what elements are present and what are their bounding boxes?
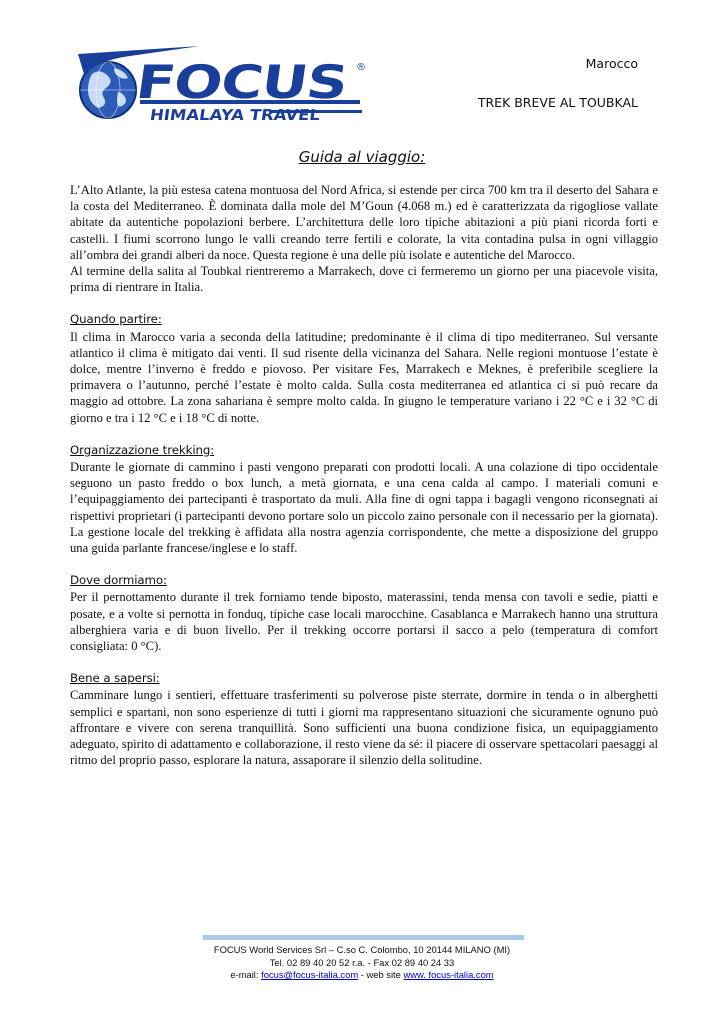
- header-trek-name: TREK BREVE AL TOUBKAL: [477, 95, 638, 110]
- footer-email-label: e-mail:: [230, 969, 262, 981]
- footer-website-label: - web site: [358, 969, 404, 981]
- footer: [0, 944, 724, 982]
- logo-registered-mark: ®: [356, 62, 366, 73]
- section-heading: Quando partire:: [70, 312, 162, 327]
- section-when-to-go: [70, 311, 658, 425]
- section-accommodation: [70, 572, 658, 654]
- section-heading: Organizzazione trekking:: [70, 442, 215, 457]
- footer-contacts: [0, 969, 724, 982]
- section-heading: Dove dormiamo:: [70, 573, 167, 588]
- section-text: Durante le giornate di cammino i pasti vengono preparati con prodotti locali. A una colazione di tipo occidentale seguono un pasto freddo o box lunch, a metà giornata, e una cena calda al campo. I materiali comuni e l’equipaggiamento dei partecipanti è trasportato da muli. Alla fine di ogni tappa i bagagli vengono riconsegnati ai rispettivi proprietari (i partecipanti devono portare solo un piccolo zaino personale con il necessario per la giornata). La gestione locale del trekking è affidata alla nostra agenzia corrispondente, che mette a disposizione del gruppo una guida parlante francese/inglese e lo staff.: [70, 460, 658, 556]
- guide-title: Guida al viaggio:: [298, 148, 426, 166]
- section-text: Camminare lungo i sentieri, effettuare trasferimenti su polverose piste sterrate, dormire in tenda o in alberghetti semplici e spartani, non sono esperienze di tutti i giorni ma rappresentano situazioni che sicuramente ognuno può affrontare e vivere con serena tranquillità. Sono sufficienti una buona condizione fisica, un equipaggiamento adeguato, spirito di adattamento e collaborazione, il resto viene da sé: il piacere di osservare spettacolari paesaggi al ritmo del proprio passo, esplorare la natura, assaporare il silenzio della solitudine.: [70, 688, 658, 768]
- focus-himalaya-travel-logo: [70, 44, 370, 128]
- footer-phone-fax: Tel. 02 89 40 20 52 r.a. - Fax 02 89 40 24 33: [269, 956, 455, 968]
- logo-brand-text: FOCUS: [132, 55, 311, 109]
- footer-email-link[interactable]: focus@focus-italia.com: [261, 969, 359, 981]
- footer-company-address: FOCUS World Services Srl – C.so C. Colombo, 10 20144 MILANO (MI): [213, 944, 511, 955]
- section-text: Il clima in Marocco varia a seconda della latitudine; predominante è il clima di tipo mediterraneo. Sul versante atlantico il clima è mitigato dai venti. Il sud risente della vicinanza del Sahara. Nelle regioni montuose l’estate è dolce, mentre l’inverno è freddo e piovoso. Per visitare Fes, Marrakech e Meknes, è preferibile scegliere la primavera o l’autunno, perché l’estate è molto calda. Sulla costa mediterranea ed atlantica ci si può recare da maggio ad ottobre. La zona sahariana è sempre molto calda. In giugno le temperature variano i 22 °C e i 32 °C di giorno e tra i 12 °C e i 18 °C di notte.: [70, 329, 658, 425]
- section-heading: Bene a sapersi:: [70, 671, 160, 686]
- header-country: Marocco: [585, 56, 638, 71]
- logo-subtitle-text: HIMALAYA TRAVEL: [148, 106, 306, 124]
- section-trek-organization: [70, 442, 658, 556]
- footer-divider: [203, 935, 524, 940]
- section-text: Per il pernottamento durante il trek forniamo tende biposto, materassini, tenda mensa con tavoli e sedie, piatti e posate, e a volte si pernotta in fonduq, tipiche case locali marocchine. Casablanca e Marrakech hanno una struttura alberghiera varia e di buon livello. Per il trekking occorre portarsi il sacco a pelo (temperatura di comfort consigliata: 0 °C).: [70, 590, 658, 654]
- intro-paragraph: L’Alto Atlante, la più estesa catena montuosa del Nord Africa, si estende per circa 700 km tra il deserto del Sahara e la costa del Mediterraneo. È dominata dalla mole del M’Goun (4.068 m.) ed è caratterizzata da rigogliose vallate abitate da autentiche popolazioni berbere. L’architettura delle loro tipiche abitazioni a più piani ricorda forti e castelli. I fiumi scorrono lungo le valli creando terre fertili e colorate, la vita contadina pulsa in ogni villaggio all’ombra dei grandi alberi da noce. Questa regione è una delle più isolate e autentiche del Marocco.: [70, 183, 658, 262]
- document-body: [70, 182, 658, 769]
- footer-website-link[interactable]: www. focus-italia.com: [403, 969, 494, 981]
- section-good-to-know: [70, 670, 658, 768]
- intro-paragraph: Al termine della salita al Toubkal rientreremo a Marrakech, dove ci fermeremo un giorno per una piacevole visita, prima di rientrare in Italia.: [70, 264, 658, 295]
